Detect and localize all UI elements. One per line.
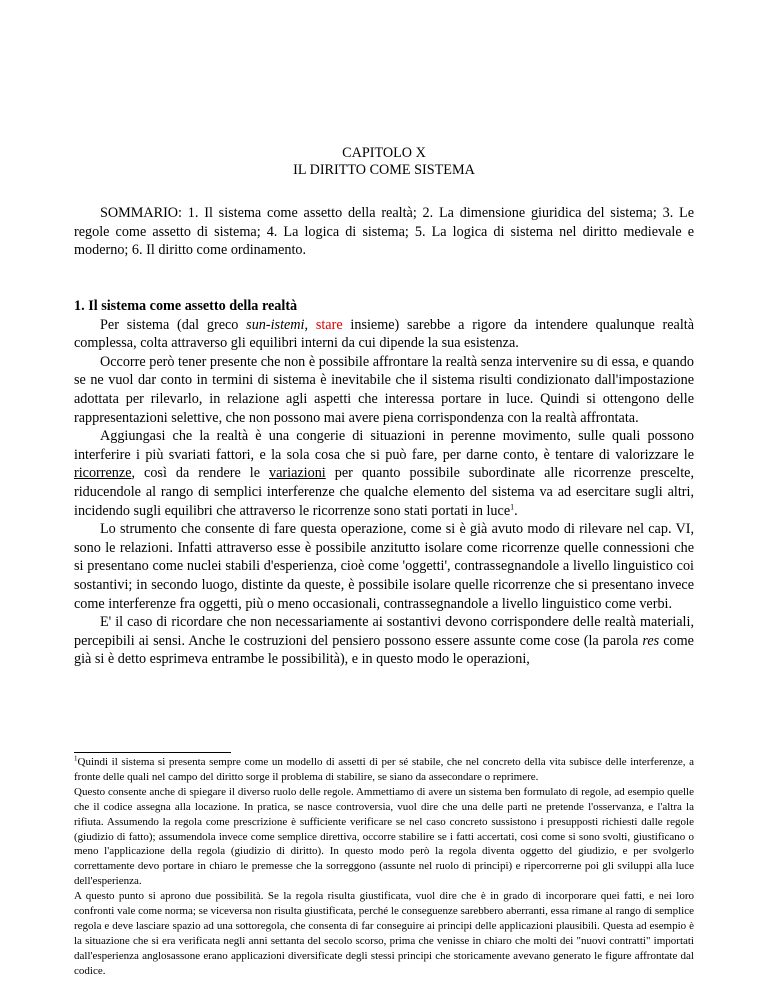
italic-term: sun-istemi [246, 316, 305, 333]
text-run: . [514, 502, 518, 519]
paragraph-1 [74, 316, 694, 353]
chapter-title: IL DIRITTO COME SISTEMA [293, 162, 475, 178]
highlighted-word: stare [315, 316, 343, 333]
text-run: come già si è detto esprimeva entrambe le possibilità), e in questo modo le operazioni, [74, 632, 694, 668]
footnote-continuation: Questo consente anche di spiegare il diverso ruolo delle regole. Ammettiamo di avere un sistema ben formulato di regole, ad esempio quelle che il codice assegna alla locazione. In pratica, se nasce controversia, vuol dire che una delle parti ne pretende l'osservanza, e l'altra la rifiuta. Assumendo la regola come prescrizione è sufficiente verificare se nel caso concreto sussistono i presupposti richiesti dalle regole (giudizio di fatto); assumendola invece come semplice direttiva, occorre stabilire se i fatti accertati, così come si sono svolti, giustificano o meno l'applicazione della regola (giudizio di diritto). In questo modo però la regola diventa oggetto del giudizio, e per svolgerlo correttamente devo portare in chiaro le premesse che la sorreggono (assunte nel ruolo di principi) e ripercorrerne poi gli sviluppi alla luce dell'esperienza. [74, 785, 694, 888]
footnote-continuation: A questo punto si aprono due possibilità. Se la regola risulta giustificata, vuol dire che è in grado di incorporare quei fatti, e nei loro confronti vale come norma; se viceversa non risulta giustificata, perché le conseguenze sarebbero aberranti, essa rimane al rango di semplice regola e deve lasciare spazio ad una sottoregola, che consenta di far conseguire ai principi delle applicazioni plausibili. Questa ad esempio è la situazione che si era verificata negli anni settanta del secolo scorso, prima che venisse in chiaro che molti dei "nuovi contratti" importati dall'esperienza anglosassone erano applicazioni diversificate degli stessi principi che storicamente avevano generato le figure affrontate dal codice. [74, 890, 694, 977]
text-run: insieme) sarebbe a rigore da intendere qualunque realtà complessa, colta attraverso gli equilibri interni da cui dipende la sua esistenza. [74, 316, 695, 352]
italic-term: res [642, 632, 660, 649]
paragraph-2: Occorre però tener presente che non è possibile affrontare la realtà senza intervenire su di essa, e quando se ne vuol dar conto in termini di sistema è inevitabile che il sistema risulti condizionato dall'impostazione adottata per rilevarlo, in relazione agli aspetti che interessa portare in luce. Quindi si ottengono delle rappresentazioni selettive, che non possono mai avere piena corrispondenza con la realtà affrontata. [74, 353, 694, 426]
paragraph-4: Lo strumento che consente di fare questa operazione, come si è già avuto modo di rilevare nel cap. VI, sono le relazioni. Infatti attraverso esse è possibile anzitutto isolare come ricorrenze quelle connessioni che si presentano come nuclei stabili d'esperienza, cioè come 'oggetti', contrassegnandole a livello linguistico coi sostantivi; in secondo luogo, distinte da queste, è possibile isolare quelle ricorrenze che si presentano invece come interferenze fra oggetti, più o meno occasionali, contrassegnandole a livello linguistico come verbi. [74, 521, 694, 612]
footnotes [74, 755, 694, 979]
text-run: , [304, 316, 316, 333]
text-run: per quanto possibile subordinate alle ricorrenze prescelte, riducendole al rango di semplici interferenze che qualche elemento del sistema va ad esercitare sugli altri, incidendo sugli equilibri che attraverso le ricorrenze sono stati portati in luce [74, 465, 695, 519]
section-1 [74, 297, 694, 669]
underlined-term: variazioni [269, 465, 326, 482]
summary-text: SOMMARIO: 1. Il sistema come assetto della realtà; 2. La dimensione giuridica del sistema; 3. Le regole come assetto di sistema; 4. La logica di sistema; 5. La logica di sistema nel diritto medievale e moderno; 6. Il diritto come ordinamento. [74, 205, 694, 259]
footnote-separator [74, 752, 231, 753]
paragraph-5 [74, 613, 694, 669]
text-run: Per sistema (dal greco [100, 316, 247, 333]
footnote-text: Quindi il sistema si presenta sempre come un modello di assetti di per sé stabile, che nel concreto della vita subisce delle interferenze, a fronte delle quali nel campo del diritto sorge il problema di stabilire, se siano da assecondare o reprimere. [74, 756, 694, 783]
text-run: , così da rendere le [131, 465, 270, 482]
underlined-term: ricorrenze [74, 465, 132, 482]
text-run: Aggiungasi che la realtà è una congerie di situazioni in perenne movimento, sulle quali possono interferire i più svariati fattori, e la sola cosa che si può fare, per darne conto, è tentare di valorizzare le [74, 428, 694, 463]
chapter-number: CAPITOLO X [342, 145, 426, 161]
footnote-1 [74, 755, 694, 785]
footnote-reference[interactable]: 1 [510, 501, 515, 511]
section-heading: 1. Il sistema come assetto della realtà [74, 298, 298, 314]
chapter-heading [74, 145, 694, 179]
chapter-summary [74, 204, 694, 260]
footnote-marker: 1 [74, 754, 78, 763]
text-run: E' il caso di ricordare che non necessariamente ai sostantivi devono corrispondere delle realtà materiali, percepibili ai sensi. Anche le costruzioni del pensiero possono essere assunte come cose (la parola [74, 614, 694, 649]
paragraph-3 [74, 427, 694, 520]
